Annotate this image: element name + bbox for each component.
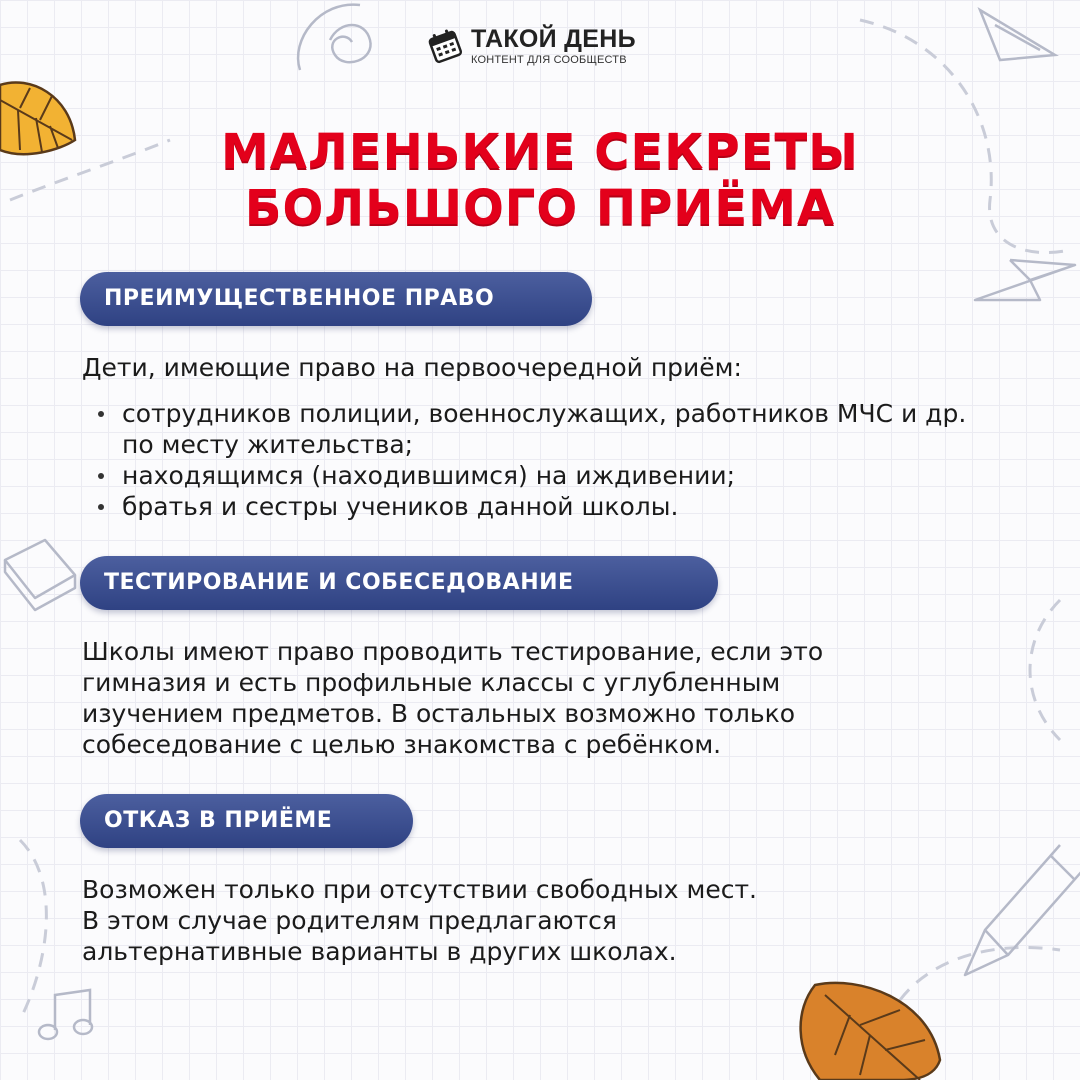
spiral-icon bbox=[298, 5, 370, 70]
title-line-1: МАЛЕНЬКИЕ СЕКРЕТЫ bbox=[221, 124, 859, 180]
paper-plane-icon bbox=[975, 260, 1075, 300]
dashed-line-right-mid bbox=[1030, 600, 1060, 740]
section-intro: Дети, имеющие право на первоочередной приём: bbox=[82, 353, 742, 382]
book-icon bbox=[5, 540, 75, 610]
text-line: изучением предметов. В остальных возможно только bbox=[82, 699, 795, 728]
dashed-line-bottom-right bbox=[900, 947, 1060, 1000]
pencil-icon bbox=[965, 845, 1080, 975]
brand-name: ТАКОЙ ДЕНЬ bbox=[471, 25, 636, 53]
dashed-line-bottom-left bbox=[20, 840, 46, 1020]
list-item: братья и сестры учеников данной школы. bbox=[96, 491, 976, 522]
list-item: находящимся (находившимся) на иждивении; bbox=[96, 460, 976, 491]
autumn-leaf-icon bbox=[801, 983, 940, 1080]
music-note-icon bbox=[39, 990, 92, 1039]
brand-tagline: КОНТЕНТ ДЛЯ СООБЩЕСТВ bbox=[471, 54, 627, 66]
text-line: гимназия и есть профильные классы с углубленным bbox=[82, 668, 781, 697]
page-title bbox=[0, 124, 1080, 236]
section-heading-refusal: ОТКАЗ В ПРИЁМЕ bbox=[80, 794, 413, 848]
brand-header bbox=[427, 25, 636, 67]
section-body-testing bbox=[82, 636, 823, 760]
section-body-refusal bbox=[82, 874, 757, 967]
section-heading-testing: ТЕСТИРОВАНИЕ И СОБЕСЕДОВАНИЕ bbox=[80, 556, 718, 610]
title-line-2: БОЛЬШОГО ПРИЁМА bbox=[244, 180, 836, 236]
triangle-ruler-icon bbox=[980, 10, 1055, 60]
text-line: Школы имеют право проводить тестирование, если это bbox=[82, 637, 824, 666]
text-line: Возможен только при отсутствии свободных мест. bbox=[82, 875, 757, 904]
text-line: собеседование с целью знакомства с ребёнком. bbox=[82, 730, 722, 759]
section-heading-priority: ПРЕИМУЩЕСТВЕННОЕ ПРАВО bbox=[80, 272, 592, 326]
list-item: сотрудников полиции, военнослужащих, работников МЧС и др. по месту жительства; bbox=[96, 398, 976, 460]
calendar-logo-icon bbox=[427, 28, 463, 64]
bullet-list bbox=[96, 398, 976, 522]
text-line: альтернативные варианты в других школах. bbox=[82, 937, 677, 966]
text-line: В этом случае родителям предлагаются bbox=[82, 906, 617, 935]
